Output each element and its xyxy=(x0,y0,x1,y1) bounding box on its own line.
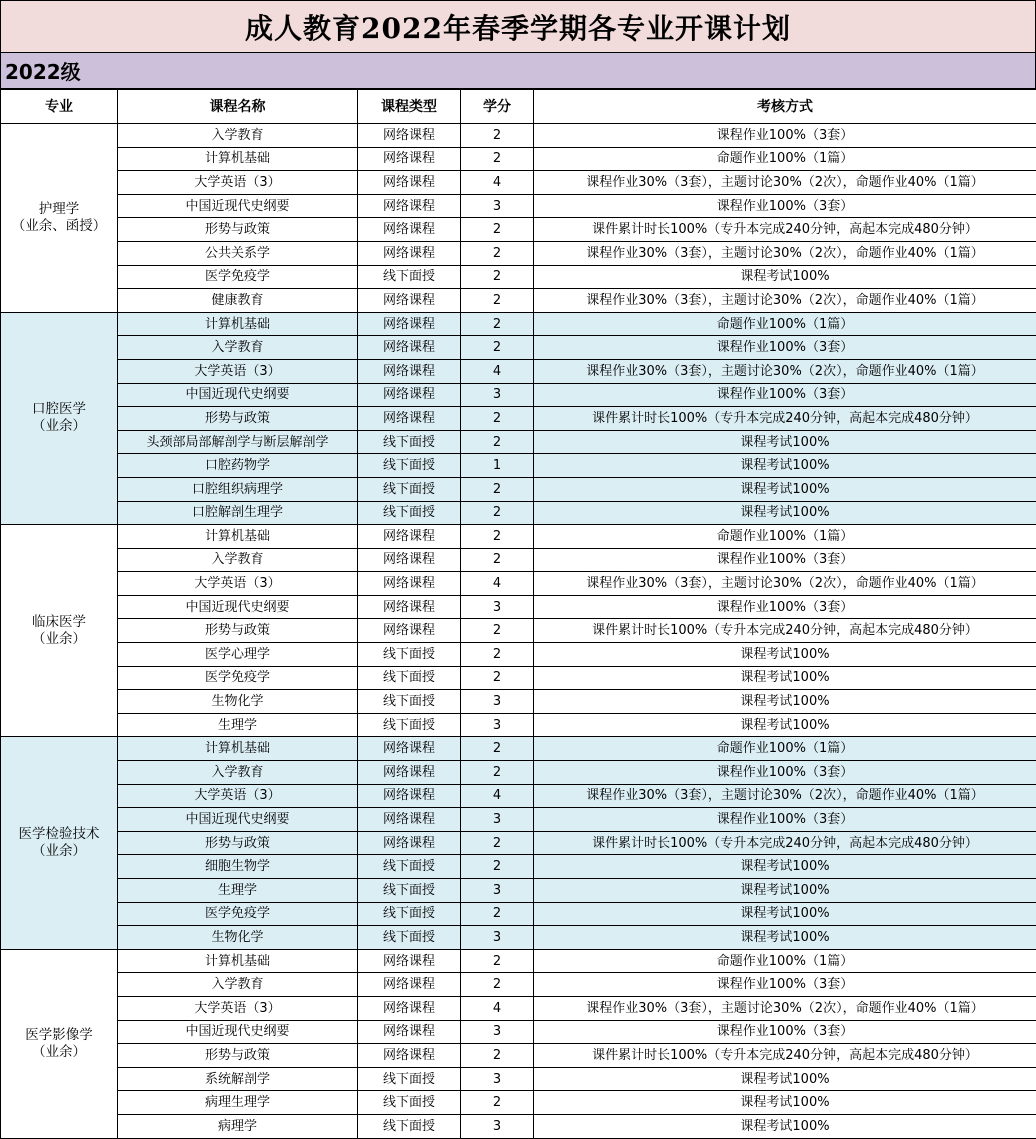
course-type-cell: 网络课程 xyxy=(358,194,461,218)
table-row xyxy=(1,1044,1036,1068)
assessment-cell: 课程考试100% xyxy=(534,501,1036,525)
assessment-cell: 命题作业100%（1篇） xyxy=(534,525,1036,549)
credits-cell: 2 xyxy=(461,855,534,879)
table-row xyxy=(1,383,1036,407)
credits-cell: 2 xyxy=(461,477,534,501)
credits-cell: 1 xyxy=(461,454,534,478)
course-name-cell: 生理学 xyxy=(118,713,358,737)
table-row xyxy=(1,171,1036,195)
table-row xyxy=(1,643,1036,667)
course-type-cell: 网络课程 xyxy=(358,383,461,407)
table-row xyxy=(1,289,1036,313)
table-row xyxy=(1,761,1036,785)
credits-cell: 2 xyxy=(461,265,534,289)
assessment-cell: 课件累计时长100%（专升本完成240分钟，高起本完成480分钟） xyxy=(534,1044,1036,1068)
table-row xyxy=(1,973,1036,997)
header-credits: 学分 xyxy=(461,90,534,124)
credits-cell: 2 xyxy=(461,312,534,336)
course-type-cell: 线下面授 xyxy=(358,902,461,926)
course-type-cell: 线下面授 xyxy=(358,501,461,525)
table-row xyxy=(1,996,1036,1020)
assessment-cell: 课程作业30%（3套），主题讨论30%（2次），命题作业40%（1篇） xyxy=(534,359,1036,383)
table-row xyxy=(1,831,1036,855)
credits-cell: 4 xyxy=(461,359,534,383)
header-row xyxy=(1,90,1036,124)
major-name: 医学影像学 xyxy=(25,1026,93,1043)
course-type-cell: 网络课程 xyxy=(358,124,461,148)
credits-cell: 2 xyxy=(461,619,534,643)
course-name-cell: 形势与政策 xyxy=(118,407,358,431)
assessment-cell: 课程考试100% xyxy=(534,643,1036,667)
course-type-cell: 网络课程 xyxy=(358,973,461,997)
course-name-cell: 中国近现代史纲要 xyxy=(118,808,358,832)
table-row xyxy=(1,595,1036,619)
assessment-cell: 课程作业30%（3套），主题讨论30%（2次），命题作业40%（1篇） xyxy=(534,289,1036,313)
course-name-cell: 入学教育 xyxy=(118,548,358,572)
course-name-cell: 系统解剖学 xyxy=(118,1067,358,1091)
course-type-cell: 网络课程 xyxy=(358,548,461,572)
table-row xyxy=(1,808,1036,832)
table-row xyxy=(1,666,1036,690)
table-row xyxy=(1,572,1036,596)
course-name-cell: 计算机基础 xyxy=(118,949,358,973)
assessment-cell: 课程作业100%（3套） xyxy=(534,548,1036,572)
table-row xyxy=(1,454,1036,478)
assessment-cell: 课程考试100% xyxy=(534,454,1036,478)
course-type-cell: 网络课程 xyxy=(358,595,461,619)
course-name-cell: 医学免疫学 xyxy=(118,265,358,289)
course-type-cell: 网络课程 xyxy=(358,359,461,383)
table-row xyxy=(1,784,1036,808)
course-name-cell: 病理生理学 xyxy=(118,1091,358,1115)
assessment-cell: 课程考试100% xyxy=(534,666,1036,690)
table-row xyxy=(1,902,1036,926)
course-name-cell: 形势与政策 xyxy=(118,218,358,242)
assessment-cell: 课程作业30%（3套），主题讨论30%（2次），命题作业40%（1篇） xyxy=(534,171,1036,195)
credits-cell: 2 xyxy=(461,643,534,667)
course-type-cell: 网络课程 xyxy=(358,808,461,832)
assessment-cell: 课程作业30%（3套），主题讨论30%（2次），命题作业40%（1篇） xyxy=(534,784,1036,808)
course-type-cell: 网络课程 xyxy=(358,525,461,549)
assessment-cell: 课程考试100% xyxy=(534,1114,1036,1138)
credits-cell: 3 xyxy=(461,1114,534,1138)
header-course-name: 课程名称 xyxy=(118,90,358,124)
course-name-cell: 中国近现代史纲要 xyxy=(118,194,358,218)
course-type-cell: 线下面授 xyxy=(358,855,461,879)
major-study-mode: （业余） xyxy=(32,1043,86,1060)
assessment-cell: 课程作业100%（3套） xyxy=(534,194,1036,218)
credits-cell: 3 xyxy=(461,690,534,714)
table-row xyxy=(1,1067,1036,1091)
credits-cell: 2 xyxy=(461,218,534,242)
assessment-cell: 课程考试100% xyxy=(534,265,1036,289)
table-row xyxy=(1,1091,1036,1115)
course-name-cell: 计算机基础 xyxy=(118,312,358,336)
credits-cell: 2 xyxy=(461,525,534,549)
credits-cell: 2 xyxy=(461,737,534,761)
credits-cell: 2 xyxy=(461,147,534,171)
table-row xyxy=(1,218,1036,242)
course-plan-table xyxy=(0,89,1036,1139)
credits-cell: 3 xyxy=(461,808,534,832)
major-study-mode: （业余） xyxy=(32,630,86,647)
course-name-cell: 计算机基础 xyxy=(118,147,358,171)
major-name: 临床医学 xyxy=(32,613,86,630)
major-cell xyxy=(1,737,118,949)
credits-cell: 4 xyxy=(461,171,534,195)
credits-cell: 2 xyxy=(461,501,534,525)
assessment-cell: 课程作业30%（3套），主题讨论30%（2次），命题作业40%（1篇） xyxy=(534,996,1036,1020)
course-name-cell: 中国近现代史纲要 xyxy=(118,595,358,619)
credits-cell: 3 xyxy=(461,595,534,619)
course-name-cell: 口腔解剖生理学 xyxy=(118,501,358,525)
credits-cell: 2 xyxy=(461,973,534,997)
course-type-cell: 线下面授 xyxy=(358,477,461,501)
table-row xyxy=(1,124,1036,148)
course-name-cell: 大学英语（3） xyxy=(118,171,358,195)
assessment-cell: 课程作业30%（3套），主题讨论30%（2次），命题作业40%（1篇） xyxy=(534,241,1036,265)
table-row xyxy=(1,690,1036,714)
course-name-cell: 形势与政策 xyxy=(118,619,358,643)
course-name-cell: 生物化学 xyxy=(118,690,358,714)
course-name-cell: 口腔药物学 xyxy=(118,454,358,478)
table-row xyxy=(1,548,1036,572)
table-row xyxy=(1,949,1036,973)
course-name-cell: 中国近现代史纲要 xyxy=(118,1020,358,1044)
course-name-cell: 计算机基础 xyxy=(118,525,358,549)
course-type-cell: 网络课程 xyxy=(358,784,461,808)
credits-cell: 3 xyxy=(461,194,534,218)
course-type-cell: 网络课程 xyxy=(358,312,461,336)
assessment-cell: 课程作业100%（3套） xyxy=(534,595,1036,619)
table-body xyxy=(1,124,1036,1139)
table-row xyxy=(1,241,1036,265)
table-row xyxy=(1,501,1036,525)
course-type-cell: 线下面授 xyxy=(358,690,461,714)
assessment-cell: 课件累计时长100%（专升本完成240分钟，高起本完成480分钟） xyxy=(534,619,1036,643)
course-type-cell: 网络课程 xyxy=(358,949,461,973)
header-assessment: 考核方式 xyxy=(534,90,1036,124)
course-type-cell: 线下面授 xyxy=(358,265,461,289)
course-type-cell: 网络课程 xyxy=(358,147,461,171)
table-row xyxy=(1,855,1036,879)
course-name-cell: 医学免疫学 xyxy=(118,666,358,690)
course-name-cell: 医学免疫学 xyxy=(118,902,358,926)
major-study-mode: （业余） xyxy=(32,418,86,435)
assessment-cell: 课程考试100% xyxy=(534,902,1036,926)
assessment-cell: 课程考试100% xyxy=(534,690,1036,714)
course-name-cell: 大学英语（3） xyxy=(118,784,358,808)
table-row xyxy=(1,1020,1036,1044)
assessment-cell: 课程考试100% xyxy=(534,1067,1036,1091)
credits-cell: 4 xyxy=(461,572,534,596)
credits-cell: 2 xyxy=(461,1091,534,1115)
course-name-cell: 大学英语（3） xyxy=(118,572,358,596)
assessment-cell: 命题作业100%（1篇） xyxy=(534,312,1036,336)
credits-cell: 2 xyxy=(461,902,534,926)
course-type-cell: 线下面授 xyxy=(358,430,461,454)
course-type-cell: 线下面授 xyxy=(358,1091,461,1115)
credits-cell: 2 xyxy=(461,949,534,973)
assessment-cell: 课程作业100%（3套） xyxy=(534,336,1036,360)
assessment-cell: 课程考试100% xyxy=(534,855,1036,879)
assessment-cell: 课程考试100% xyxy=(534,926,1036,950)
course-name-cell: 口腔组织病理学 xyxy=(118,477,358,501)
assessment-cell: 课程考试100% xyxy=(534,879,1036,903)
course-name-cell: 中国近现代史纲要 xyxy=(118,383,358,407)
table-row xyxy=(1,477,1036,501)
assessment-cell: 课程作业30%（3套），主题讨论30%（2次），命题作业40%（1篇） xyxy=(534,572,1036,596)
credits-cell: 2 xyxy=(461,241,534,265)
credits-cell: 2 xyxy=(461,289,534,313)
course-name-cell: 生物化学 xyxy=(118,926,358,950)
course-name-cell: 入学教育 xyxy=(118,124,358,148)
course-name-cell: 入学教育 xyxy=(118,761,358,785)
table-row xyxy=(1,265,1036,289)
table-row xyxy=(1,430,1036,454)
credits-cell: 3 xyxy=(461,1067,534,1091)
course-name-cell: 大学英语（3） xyxy=(118,996,358,1020)
course-name-cell: 生理学 xyxy=(118,879,358,903)
assessment-cell: 命题作业100%（1篇） xyxy=(534,147,1036,171)
major-cell xyxy=(1,525,118,737)
course-type-cell: 网络课程 xyxy=(358,289,461,313)
major-name: 护理学 xyxy=(38,200,80,217)
page-title: 成人教育2022年春季学期各专业开课计划 xyxy=(0,0,1036,53)
course-type-cell: 线下面授 xyxy=(358,1114,461,1138)
credits-cell: 3 xyxy=(461,926,534,950)
table-row xyxy=(1,312,1036,336)
course-name-cell: 形势与政策 xyxy=(118,1044,358,1068)
course-name-cell: 入学教育 xyxy=(118,336,358,360)
table-row xyxy=(1,525,1036,549)
major-cell xyxy=(1,312,118,524)
credits-cell: 2 xyxy=(461,548,534,572)
assessment-cell: 课程考试100% xyxy=(534,477,1036,501)
course-type-cell: 网络课程 xyxy=(358,1020,461,1044)
credits-cell: 2 xyxy=(461,666,534,690)
course-type-cell: 网络课程 xyxy=(358,831,461,855)
course-name-cell: 形势与政策 xyxy=(118,831,358,855)
course-type-cell: 网络课程 xyxy=(358,572,461,596)
course-type-cell: 线下面授 xyxy=(358,1067,461,1091)
table-row xyxy=(1,1114,1036,1138)
major-name: 口腔医学 xyxy=(32,401,86,418)
course-type-cell: 网络课程 xyxy=(358,1044,461,1068)
table-row xyxy=(1,407,1036,431)
assessment-cell: 课程作业100%（3套） xyxy=(534,973,1036,997)
assessment-cell: 课程考试100% xyxy=(534,713,1036,737)
credits-cell: 2 xyxy=(461,407,534,431)
assessment-cell: 课程考试100% xyxy=(534,430,1036,454)
credits-cell: 2 xyxy=(461,336,534,360)
course-type-cell: 线下面授 xyxy=(358,643,461,667)
major-name: 医学检验技术 xyxy=(18,826,100,843)
credits-cell: 3 xyxy=(461,1020,534,1044)
credits-cell: 3 xyxy=(461,713,534,737)
credits-cell: 2 xyxy=(461,831,534,855)
course-type-cell: 线下面授 xyxy=(358,879,461,903)
table-row xyxy=(1,619,1036,643)
credits-cell: 2 xyxy=(461,1044,534,1068)
course-type-cell: 线下面授 xyxy=(358,454,461,478)
table-row xyxy=(1,879,1036,903)
course-type-cell: 网络课程 xyxy=(358,407,461,431)
course-name-cell: 细胞生物学 xyxy=(118,855,358,879)
course-type-cell: 网络课程 xyxy=(358,241,461,265)
credits-cell: 3 xyxy=(461,383,534,407)
credits-cell: 2 xyxy=(461,761,534,785)
credits-cell: 2 xyxy=(461,124,534,148)
major-study-mode: （业余） xyxy=(32,843,86,860)
table-row xyxy=(1,926,1036,950)
credits-cell: 4 xyxy=(461,996,534,1020)
assessment-cell: 课程作业100%（3套） xyxy=(534,1020,1036,1044)
assessment-cell: 课程作业100%（3套） xyxy=(534,761,1036,785)
table-row xyxy=(1,336,1036,360)
course-type-cell: 网络课程 xyxy=(358,761,461,785)
course-name-cell: 头颈部局部解剖学与断层解剖学 xyxy=(118,430,358,454)
assessment-cell: 课件累计时长100%（专升本完成240分钟，高起本完成480分钟） xyxy=(534,831,1036,855)
course-name-cell: 计算机基础 xyxy=(118,737,358,761)
course-type-cell: 线下面授 xyxy=(358,713,461,737)
course-name-cell: 公共关系学 xyxy=(118,241,358,265)
course-type-cell: 线下面授 xyxy=(358,666,461,690)
header-course-type: 课程类型 xyxy=(358,90,461,124)
credits-cell: 2 xyxy=(461,430,534,454)
assessment-cell: 课程考试100% xyxy=(534,1091,1036,1115)
header-major: 专业 xyxy=(1,90,118,124)
course-type-cell: 网络课程 xyxy=(358,336,461,360)
major-study-mode: （业余、函授） xyxy=(11,217,107,234)
table-row xyxy=(1,359,1036,383)
assessment-cell: 课件累计时长100%（专升本完成240分钟，高起本完成480分钟） xyxy=(534,407,1036,431)
course-name-cell: 入学教育 xyxy=(118,973,358,997)
table-row xyxy=(1,147,1036,171)
course-name-cell: 医学心理学 xyxy=(118,643,358,667)
course-name-cell: 大学英语（3） xyxy=(118,359,358,383)
assessment-cell: 课程作业100%（3套） xyxy=(534,124,1036,148)
table-row xyxy=(1,194,1036,218)
course-type-cell: 网络课程 xyxy=(358,171,461,195)
major-cell xyxy=(1,949,118,1138)
course-type-cell: 网络课程 xyxy=(358,737,461,761)
assessment-cell: 课件累计时长100%（专升本完成240分钟，高起本完成480分钟） xyxy=(534,218,1036,242)
assessment-cell: 命题作业100%（1篇） xyxy=(534,737,1036,761)
course-type-cell: 网络课程 xyxy=(358,619,461,643)
course-type-cell: 网络课程 xyxy=(358,996,461,1020)
assessment-cell: 课程作业100%（3套） xyxy=(534,383,1036,407)
course-name-cell: 健康教育 xyxy=(118,289,358,313)
major-cell xyxy=(1,124,118,313)
assessment-cell: 命题作业100%（1篇） xyxy=(534,949,1036,973)
course-name-cell: 病理学 xyxy=(118,1114,358,1138)
credits-cell: 4 xyxy=(461,784,534,808)
course-type-cell: 线下面授 xyxy=(358,926,461,950)
table-row xyxy=(1,737,1036,761)
course-type-cell: 网络课程 xyxy=(358,218,461,242)
table-row xyxy=(1,713,1036,737)
grade-label: 2022级 xyxy=(0,53,1036,89)
assessment-cell: 课程作业100%（3套） xyxy=(534,808,1036,832)
credits-cell: 3 xyxy=(461,879,534,903)
